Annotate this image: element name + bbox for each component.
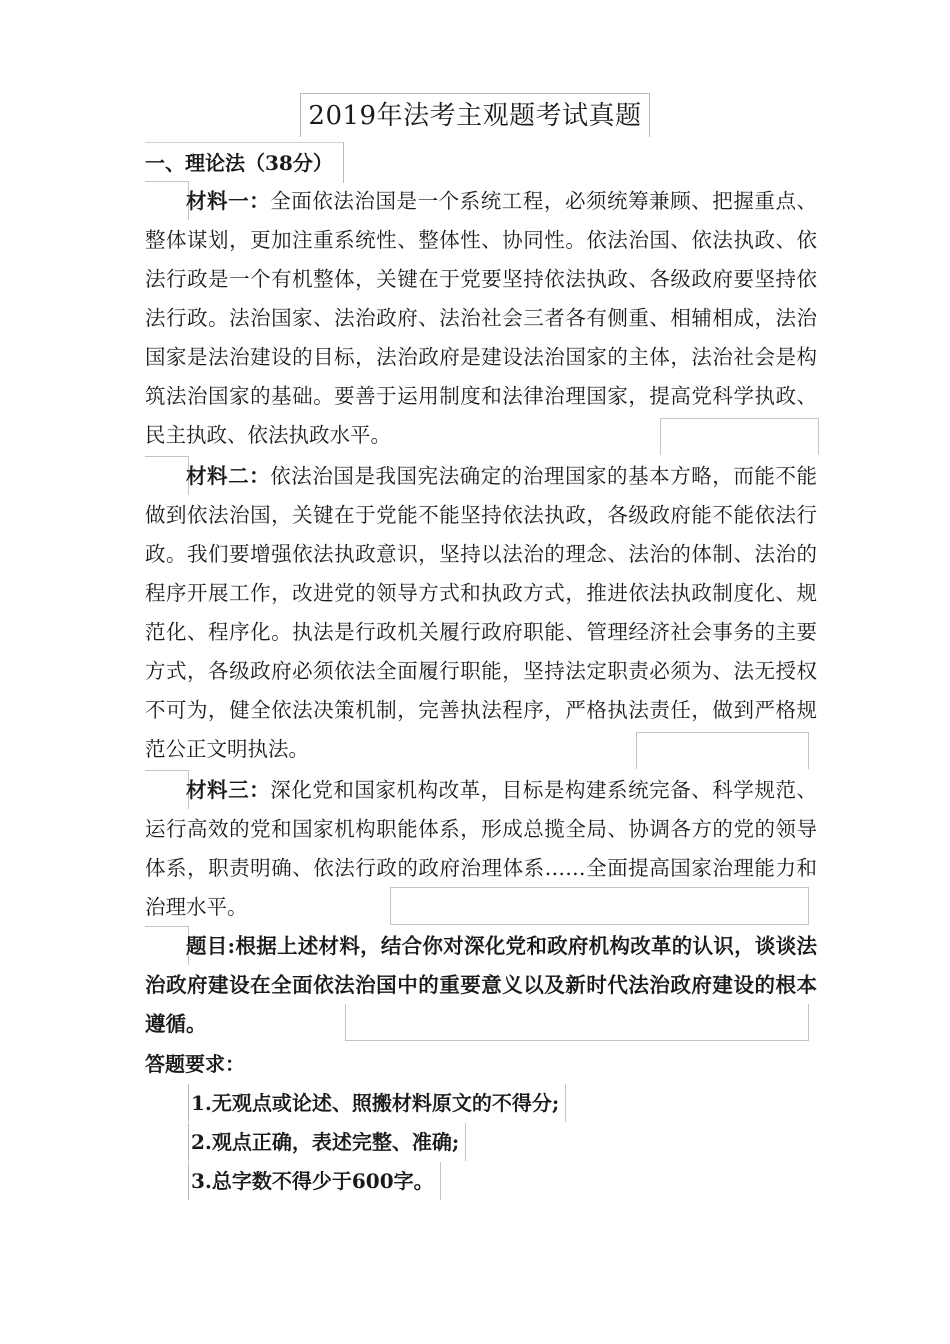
material-paragraph-3 [145, 771, 817, 927]
material-text: 依法治国是我国宪法确定的治理国家的基本方略，而能不能做到依法治国，关键在于党能不能坚持依法执政，各级政府能不能依法行政。我们要增强依法执政意识，坚持以法治的理念、法治的体制、法治的程序开展工作，改进党的领导方式和执政方式，推进依法执政制度化、规范化、程序化。执法是行政机关履行政府职能、管理经济社会事务的主要方式，各级政府必须依法全面履行职能，坚持法定职责必须为、法无授权不可为，健全依法决策机制，完善执法程序，严格执法责任，做到严格规范公正文明执法。 [145, 464, 818, 761]
document-title: 2019年法考主观题考试真题 [300, 93, 650, 137]
material-label: 材料二： [186, 464, 271, 488]
material-label: 材料三： [186, 778, 271, 802]
question-paragraph: 题目:根据上述材料，结合你对深化党和政府机构改革的认识，谈谈法治政府建设在全面依法治国中的重要意义以及新时代法治政府建设的根本遵循。 [145, 934, 817, 1036]
requirement-item-1: 1.无观点或论述、照搬材料原文的不得分; [188, 1084, 566, 1122]
material-text: 深化党和国家机构改革，目标是构建系统完备、科学规范、运行高效的党和国家机构职能体系，形成总揽全局、协调各方的党的领导体系，职责明确、依法行政的政府治理体系……全面提高国家治理能力和治理水平。 [145, 778, 818, 919]
requirements-heading: 答题要求： [145, 1052, 245, 1076]
requirement-item-2: 2.观点正确，表述完整、准确; [188, 1123, 466, 1161]
material-text: 全面依法治国是一个系统工程，必须统筹兼顾、把握重点、整体谋划，更加注重系统性、整体性、协同性。依法治国、依法执政、依法行政是一个有机整体，关键在于党要坚持依法执政、各级政府要坚持依法行政。法治国家、法治政府、法治社会三者各有侧重、相辅相成，法治国家是法治建设的目标，法治政府是建设法治国家的主体，法治社会是构筑法治国家的基础。要善于运用制度和法律治理国家，提高党科学执政、民主执政、依法执政水平。 [145, 189, 818, 447]
material-paragraph-2 [145, 457, 817, 769]
material-paragraph-1 [145, 182, 817, 455]
requirement-item-3: 3.总字数不得少于600字。 [188, 1162, 441, 1200]
material-label: 材料一： [186, 189, 271, 213]
section-heading: 一、理论法（38分） [145, 142, 344, 183]
